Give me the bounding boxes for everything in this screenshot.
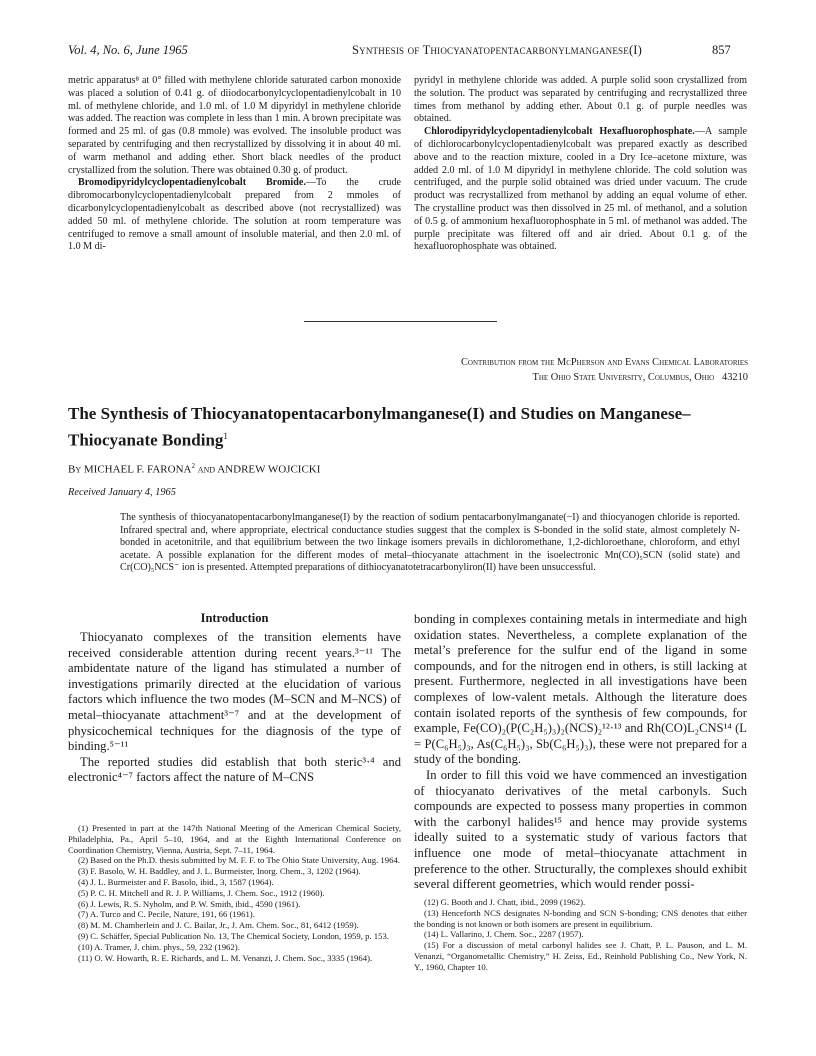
paragraph: metric apparatus⁸ at 0° filled with methylene chloride saturated carbon monoxide was placed a solution of 0.41 g. of diiodocarbonylcyclopentadienylcobalt in 10 ml. of methylene chloride, and 1.0 ml. of 1.0 M dipyridyl in methylene chloride was added. The reaction was complete in less than 1 min. A brown precipitate was formed and 25 ml. of gas (0.8 mmole) was evolved. The insoluble product was separated by centrifuging and then recrystallized by dissolving it in about 40 ml. of warm methanol and adding ether. Short black needles of the product crystallized from the solution. There was obtained 0.30 g. of product. [68, 75, 401, 176]
section-divider [304, 321, 497, 322]
page-number: 857 [712, 43, 731, 57]
zip-code: 43210 [722, 372, 748, 383]
footnote: (1) Presented in part at the 147th National Meeting of the American Chemical Society, Philadelphia, Pa., April 5–10, 1964, and at the Eighth International Conference on Coordination Chemistry, Vienna, Austria, Sept. 7–11, 1964. [68, 823, 401, 855]
footnote: (12) G. Booth and J. Chatt, ibid., 2099 (1962). [424, 897, 586, 907]
paragraph: bonding in complexes containing metals in intermediate and high oxidation states. Nevertheless, a complete explanation of the metal’s preference for the sulfur end of the ligand in some compounds, and for the nitrogen end in others, is still lacking at present. Furthermore, neglected in all investigations have been complexes of low-valent metals. Although the literature does contain isolated reports of the synthesis of few compounds, for example, Fe(CO)₂(P(C₂H₅)₃)₂(NCS)₂¹²·¹³ and Rh(CO)L₂CNS¹⁴ (L = P(C₆H₅)₃, As(C₆H₅)₃, Sb(C₆H₅)₃), these were not prepared for a study of the bonding. [414, 612, 747, 767]
paragraph: pyridyl in methylene chloride was added. A purple solid soon crystallized from the solution. The product was separated by centrifuging and recrystallized three times from methanol by adding ether. About 0.1 g. of purple needles was obtained. [414, 75, 747, 125]
footnote: (11) O. W. Howarth, R. E. Richards, and L. M. Venanzi, J. Chem. Soc., 3335 (1964). [78, 952, 373, 963]
footnote: (9) C. Schäffer, Special Publication No. 13, The Chemical Society, London, 1959, p. 153. [78, 930, 389, 941]
running-title: Synthesis of Thiocyanatopentacarbonylmanganese(I) [352, 43, 643, 57]
previous-article-right-column [414, 75, 747, 254]
section-run-in-head: Bromodipyridylcyclopentadienylcobalt Bromide. [78, 177, 306, 189]
journal-issue: Vol. 4, No. 6, June 1965 [68, 43, 188, 57]
paragraph-text: —To the crude dibromocarbonylcyclopentadienylcobalt prepared from 2 mmoles of dicarbonylcyclopentadienylcobalt as described above (not recrystallized) was added 50 ml. of methylene chloride. The solution at room temperature was centrifuged to remove a small amount of insoluble material, and then 2.0 ml. of 1.0 M di- [68, 177, 401, 253]
author-name: MICHAEL F. FARONA [83, 463, 192, 476]
section-heading: Introduction [200, 611, 269, 625]
paragraph [68, 177, 401, 254]
footnote: (15) For a discussion of metal carbonyl halides see J. Chatt, P. L. Pauson, and L. M. Venanzi, “Organometallic Chemistry,” H. Zeiss, Ed., Reinhold Publishing Co., New York, N. Y., 1960, Chapter 10. [414, 940, 747, 972]
previous-article-left-column [68, 75, 401, 254]
footnote: (5) P. C. H. Mitchell and R. J. P. Williams, J. Chem. Soc., 1912 (1960). [78, 887, 325, 898]
introduction-right-column [414, 612, 747, 893]
footnote-marker: 1 [223, 431, 228, 441]
footnote: (8) M. M. Chamberlein and J. C. Bailar, Jr., J. Am. Chem. Soc., 81, 6412 (1959). [78, 920, 359, 931]
paragraph: Thiocyanato complexes of the transition elements have received considerable attention during recent years.³⁻¹¹ The ambidentate nature of the ligand has stimulated a number of investigations primarily directed at the elucidation of various factors which influence the two modes (M–SCN and M–NCS) of metal–thiocyanate attachment³⁻⁷ and at the development of physicochemical techniques for the diagnosis of the type of binding.⁵⁻¹¹ [68, 630, 401, 754]
contribution-line-1: Contribution from the McPherson and Evans Chemical Laboratories [460, 357, 748, 368]
footnote: (4) J. L. Burmeister and F. Basolo, ibid., 3, 1587 (1964). [78, 876, 274, 887]
footnote-marker: 2 [191, 462, 195, 470]
abstract: The synthesis of thiocyanatopentacarbonylmanganese(I) by the reaction of sodium pentacarbonylmanganate(−I) and thiocyanogen chloride is reported. Infrared spectral and, where appropriate, electrical conductance studies suggest that the complex is S-bonded in the solid state, almost completely N-bonded in acetonitrile, and that equilibrium between the two linkage isomers prevails in dichloromethane, 1,2-dichloroethane, chloroform, and ethyl acetate. A possible explanation for the different modes of metal–thiocyanate attachment in the isoelectronic Mn(CO)₅SCN (solid state) and Cr(CO)₅NCS⁻ ion is presented. Attempted preparations of dithiocyanatotetracarbonyliron(II) have been unsuccessful. [120, 512, 740, 573]
paragraph: In order to fill this void we have commenced an investigation of thiocyanato derivatives of the metal carbonyls. Such compounds are expected to possess many properties in common with the carbonyl halides¹⁵ and hence may provide systems ideally suited to a systematic study of various factors that influence one mode of metal–thiocyanate attachment in preference to the other. Structurally, the complexes should exhibit several different geometries, which would render possi- [414, 767, 747, 892]
footnote: (3) F. Basolo, W. H. Baddley, and J. L. Burmeister, Inorg. Chem., 3, 1202 (1964). [78, 866, 361, 877]
paragraph: The reported studies did establish that both steric³·⁴ and electronic⁴⁻⁷ factors affect the nature of M–CNS [68, 754, 401, 785]
section-run-in-head: Chlorodipyridylcyclopentadienylcobalt Hexafluorophosphate. [424, 126, 695, 138]
author-line: By MICHAEL F. FARONA$^2$ and ANDREW WOJCICKI [68, 462, 321, 476]
footnote: (14) L. Vallarino, J. Chem. Soc., 2287 (1957). [424, 929, 584, 940]
footnotes-right [414, 897, 747, 973]
paragraph-text: —A sample of dichlorocarbonylcyclopentadienylcobalt was prepared exactly as described above and to the reaction mixture, cooled in a Dry Ice–acetone mixture, was added 2.0 ml. of 1.0 M dipyridyl in methylene chloride. The cold solution was centrifuged, and the purple solid obtained was dried under vacuum. The crude product was recrystallized from methanol by adding an equal volume of ether. The crystalline product was then dissolved in 25 ml. of methanol, and a solution of 0.5 g. of ammonium hexafluorophosphate in 5 ml. of methanol was added. The purple precipitate was filtered off and air dried. About 0.1 g. of the hexafluorophosphate was obtained. [414, 126, 747, 253]
introduction-left-column [68, 630, 401, 786]
article-title: The Synthesis of Thiocyanatopentacarbonylmanganese(I) and Studies on Manganese–Thiocyanate Bonding$^1$ [68, 404, 691, 450]
footnotes-left [68, 823, 401, 963]
footnote: (10) A. Tramer, J. chim. phys., 59, 232 (1962). [78, 941, 240, 952]
author-name: ANDREW WOJCICKI [217, 463, 321, 476]
received-date: Received January 4, 1965 [68, 487, 176, 498]
footnote: (7) A. Turco and C. Pecile, Nature, 191, 66 (1961). [78, 909, 255, 920]
footnote: (6) J. Lewis, R. S. Nyholm, and P. W. Smith, ibid., 4590 (1961). [78, 898, 301, 909]
footnote: (2) Based on the Ph.D. thesis submitted by M. F. F. to The Ohio State University, Aug. 1964. [78, 855, 400, 866]
footnote: (13) Henceforth NCS designates N-bonding and SCN S-bonding; CNS denotes that either the bonding is not known or both isomers are present in equilibrium. [414, 907, 747, 929]
contribution-line-2: The Ohio State University, Columbus, Ohio 43210 [532, 372, 748, 383]
paragraph [414, 126, 747, 254]
